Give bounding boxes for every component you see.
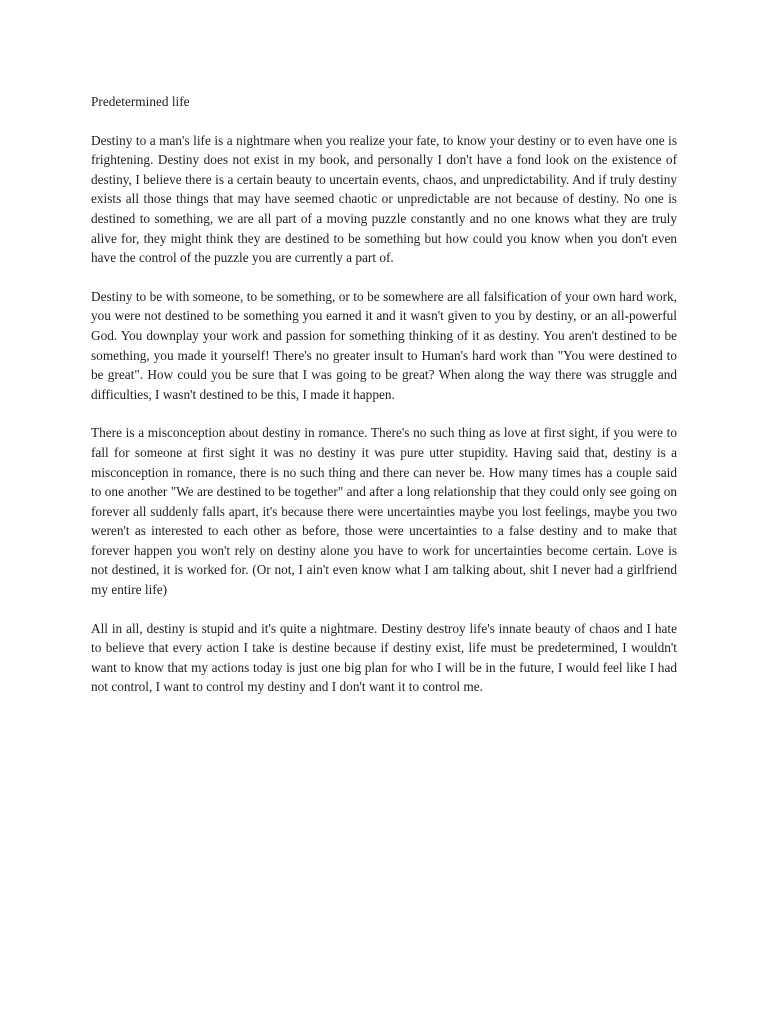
paragraph-2: Destiny to be with someone, to be something, or to be somewhere are all falsification of your own hard work, you were not destined to be something you earned it and it wasn't given to you by destiny, or an all-powerful God. You downplay your work and passion for something thinking of it as destiny. You aren't destined to be something, you made it yourself! There's no greater insult to Human's hard work than "You were destined to be great". How could you be sure that I was going to be great? When along the way there was struggle and difficulties, I wasn't destined to be this, I made it happen. bbox=[91, 288, 677, 402]
document-body bbox=[91, 92, 677, 716]
document-title: Predetermined life bbox=[91, 94, 190, 109]
paragraph-3: There is a misconception about destiny in romance. There's no such thing as love at first sight, if you were to fall for someone at first sight it was no destiny it was pure utter stupidity. Having said that, destiny is a misconception in romance, there is no such thing and there can never be. How many times has a couple said to one another "We are destined to be together" and after a long relationship that they could only see going on forever all suddenly falls apart, it's because there were uncertainties maybe you lost feelings, maybe you two weren't as interested to each other as before, those were uncertainties to a false destiny and to make that forever happen you won't rely on destiny alone you have to work for uncertainties become certain. Love is not destined, it is worked for. (Or not, I ain't even know what I am talking about, shit I never had a girlfriend my entire life) bbox=[91, 425, 677, 598]
paragraph-1: Destiny to a man's life is a nightmare when you realize your fate, to know your destiny or to even have one is frightening. Destiny does not exist in my book, and personally I don't have a fond look on the existence of destiny, I believe there is a certain beauty to uncertain events, chaos, and unpredictability. And if truly destiny exists all those things that may have seemed chaotic or unpredictable are not because of destiny. No one is destined to something, we are all part of a moving puzzle constantly and no one knows what they are truly alive for, they might think they are destined to be something but how could you know when you don't even have the control of the puzzle you are currently a part of. bbox=[91, 132, 677, 266]
paragraph-4: All in all, destiny is stupid and it's quite a nightmare. Destiny destroy life's innate beauty of chaos and I hate to believe that every action I take is destine because if destiny exist, life must be predetermined, I wouldn't want to know that my actions today is just one big plan for who I will be in the future, I would feel like I had not control, I want to control my destiny and I don't want it to control me. bbox=[91, 620, 677, 695]
